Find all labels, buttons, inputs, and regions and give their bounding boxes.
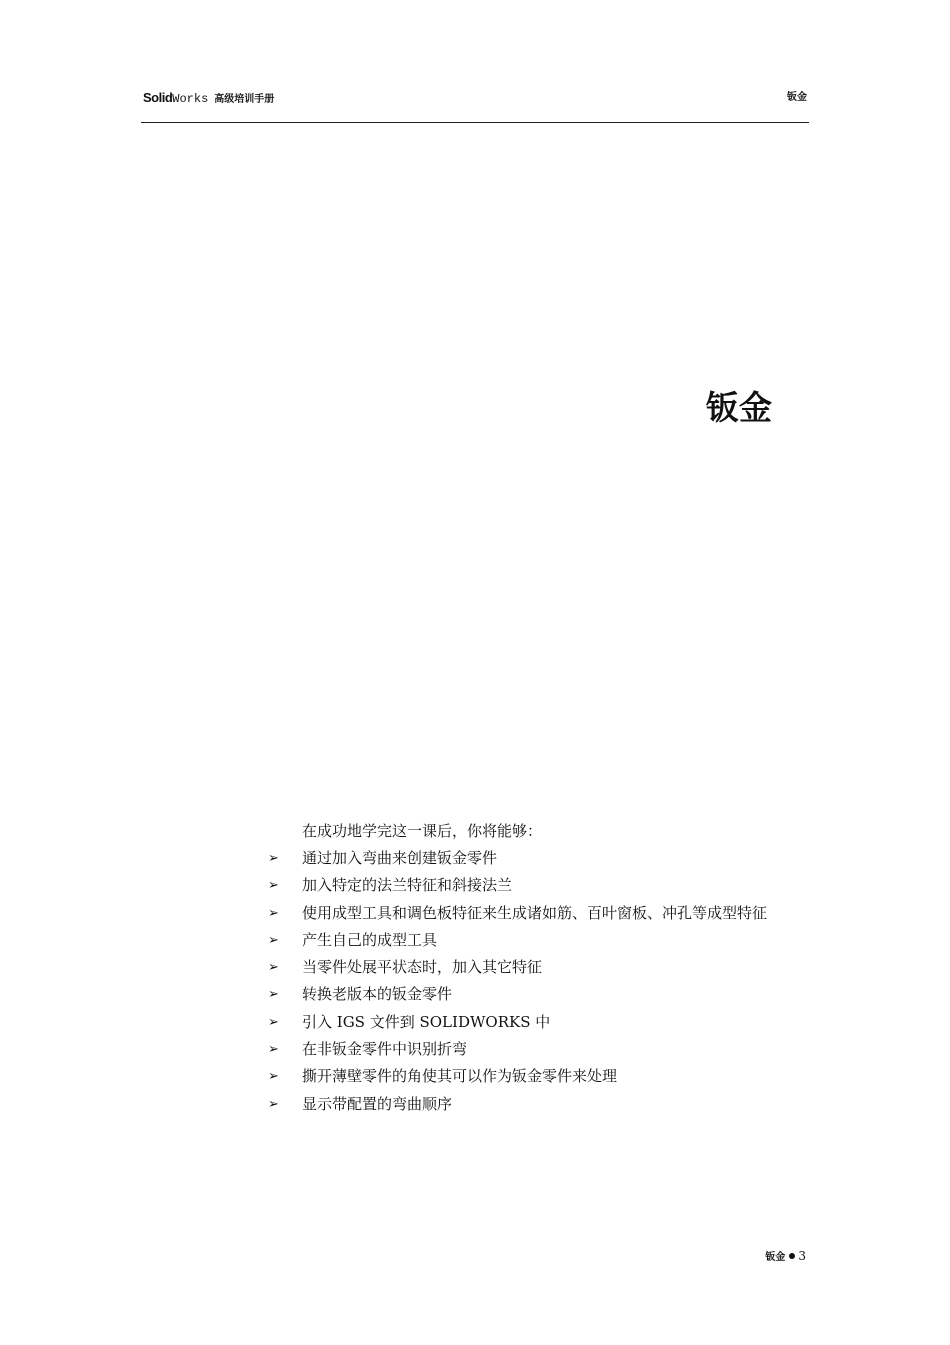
objectives-section [264,818,824,1118]
arrow-bullet-icon: ➢ [268,1096,279,1112]
objective-item [264,954,824,981]
objective-item [264,927,824,954]
objective-item [264,1091,824,1118]
arrow-bullet-icon: ➢ [268,905,279,921]
objectives-list [264,845,824,1118]
objective-text: 引入 IGS 文件到 SOLIDWORKS 中 [302,1012,551,1031]
arrow-bullet-icon: ➢ [268,878,279,894]
chapter-title: 钣金 [706,388,772,427]
header-section: 钣金 [787,92,807,103]
objective-item [264,872,824,899]
objective-item [264,981,824,1008]
arrow-bullet-icon: ➢ [268,851,279,866]
bullet-dot-icon [789,1253,795,1259]
brand-solid-text: Solid [143,90,173,105]
header-rule [141,122,809,123]
arrow-bullet-icon: ➢ [268,1069,279,1085]
objective-text: 通过加入弯曲来创建钣金零件 [302,849,498,867]
objective-item [264,1009,824,1036]
arrow-bullet-icon: ➢ [268,960,279,976]
objective-text: 撕开薄壁零件的角使其可以作为钣金零件来处理 [302,1067,618,1086]
objective-text: 加入特定的法兰特征和斜接法兰 [302,876,513,895]
arrow-bullet-icon: ➢ [268,987,279,1003]
page-header [141,88,809,110]
objective-item [264,1063,824,1090]
manual-title: 高级培训手册 [214,94,275,105]
page-footer [765,1246,806,1268]
arrow-bullet-icon: ➢ [268,932,279,948]
objectives-intro: 在成功地学完这一课后，你将能够： [302,822,543,840]
objective-text: 转换老版本的钣金零件 [302,985,453,1004]
page-number: 3 [798,1249,806,1263]
objective-text: 在非钣金零件中识别折弯 [302,1040,468,1059]
objective-text: 显示带配置的弯曲顺序 [302,1094,453,1113]
objective-item [264,900,824,927]
objective-text: 使用成型工具和调色板特征来生成诸如筋、百叶窗板、冲孔等成型特征 [302,903,768,922]
brand-works-text: Works [172,92,209,106]
header-brand [143,88,274,110]
objective-item [264,845,824,872]
objective-text: 产生自己的成型工具 [302,930,438,949]
arrow-bullet-icon: ➢ [268,1014,279,1030]
footer-section: 钣金 [765,1252,786,1263]
objective-text: 当零件处展平状态时，加入其它特征 [302,958,543,977]
objective-item [264,1036,824,1063]
arrow-bullet-icon: ➢ [268,1042,279,1058]
